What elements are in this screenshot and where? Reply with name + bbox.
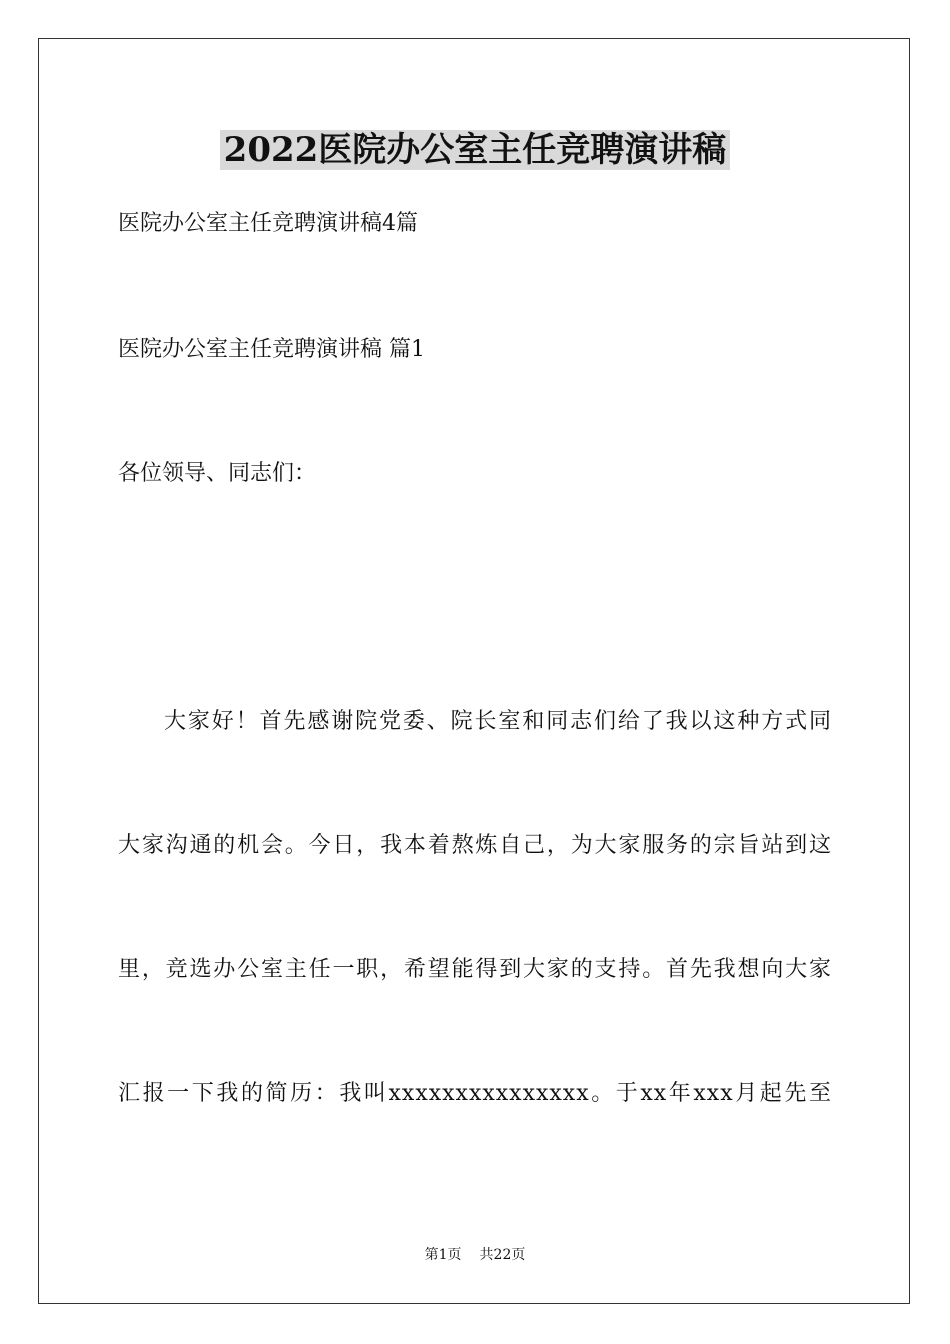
page-number-total: 共22页: [479, 1247, 526, 1263]
document-title: [0, 128, 950, 172]
salutation: 各位领导、同志们：: [118, 461, 317, 486]
body-paragraph-line-4: 汇报一下我的简历：我叫xxxxxxxxxxxxxxx。于xx年xxx月起先至: [118, 1081, 832, 1106]
body-paragraph-line-3: 里，竞选办公室主任一职，希望能得到大家的支持。首先我想向大家: [118, 957, 832, 982]
page-footer: [0, 1246, 950, 1264]
body-paragraph-line-2: 大家沟通的机会。今日，我本着熬炼自己，为大家服务的宗旨站到这: [118, 833, 832, 858]
document-subtitle: 医院办公室主任竞聘演讲稿4篇: [118, 211, 418, 236]
body-paragraph-line-1: 大家好！首先感谢院党委、院长室和同志们给了我以这种方式同: [164, 709, 832, 734]
document-title-text: 2022医院办公室主任竞聘演讲稿: [220, 130, 731, 170]
section-heading: 医院办公室主任竞聘演讲稿 篇1: [118, 337, 425, 362]
page-number-current: 第1页: [424, 1247, 462, 1263]
